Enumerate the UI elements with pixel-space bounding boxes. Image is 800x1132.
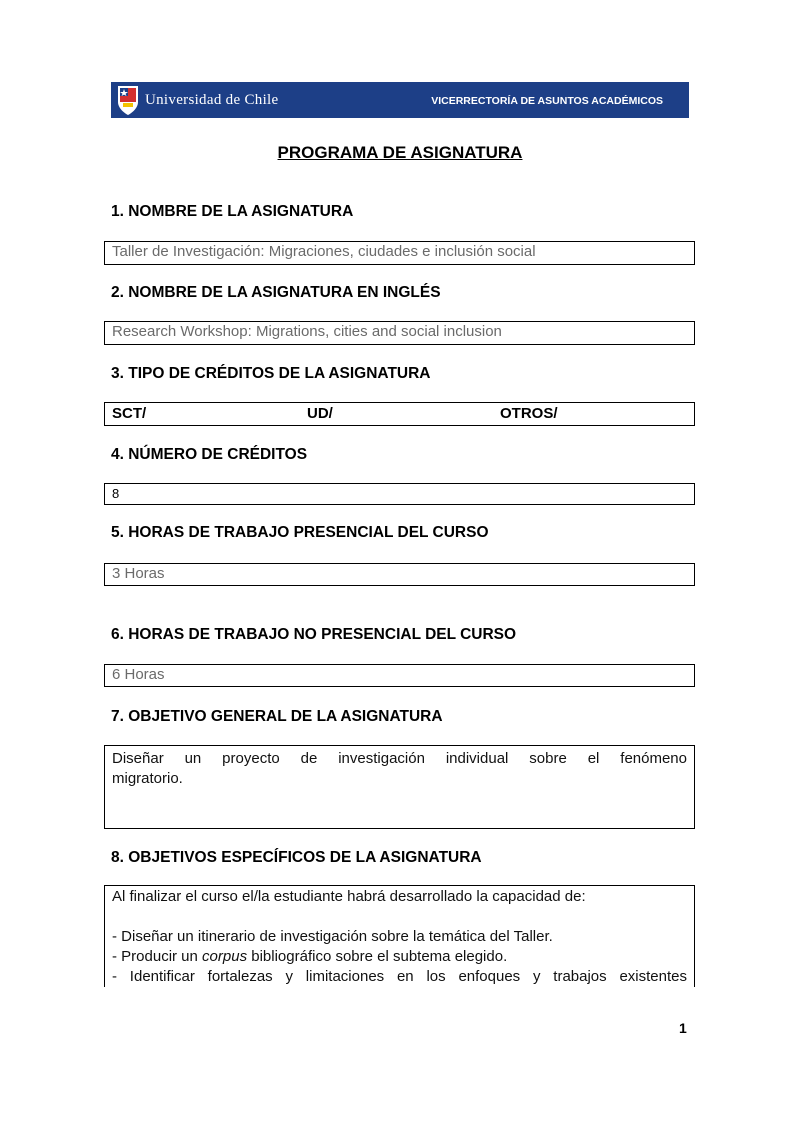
header-banner [111, 82, 689, 118]
specific-objective-item: - Diseñar un itinerario de investigación sobre la temática del Taller. [112, 928, 553, 945]
blank-line [112, 907, 687, 927]
item-text: bibliográfico sobre el subtema elegido. [247, 948, 508, 965]
section-8-heading: 8. OBJETIVOS ESPECÍFICOS DE LA ASIGNATURA [111, 849, 482, 866]
credit-type-field [104, 402, 695, 426]
university-crest-icon [116, 84, 140, 116]
page-title: PROGRAMA DE ASIGNATURA [277, 143, 523, 162]
section-4-heading: 4. NÚMERO DE CRÉDITOS [111, 446, 308, 463]
section-5-heading: 5. HORAS DE TRABAJO PRESENCIAL DEL CURSO [111, 524, 489, 541]
specific-objective-item: - Identificar fortalezas y limitaciones en los enfoques y trabajos existentes [112, 968, 687, 985]
course-name-english-value: Research Workshop: Migrations, cities and social inclusion [112, 323, 502, 340]
specific-objective-item [112, 947, 687, 967]
in-person-hours-field [104, 563, 695, 586]
course-name-field [104, 241, 695, 265]
section-6-heading: 6. HORAS DE TRABAJO NO PRESENCIAL DEL CURSO [111, 626, 517, 643]
item-text: - Producir un [112, 948, 203, 965]
section-1-heading: 1. NOMBRE DE LA ASIGNATURA [111, 203, 354, 220]
in-person-hours-value: 3 Horas [112, 565, 165, 582]
university-name: Universidad de Chile [145, 92, 279, 108]
course-name-english-field [104, 321, 695, 345]
remote-hours-value: 6 Horas [112, 666, 165, 683]
general-objective-line: Diseñar un proyecto de investigación individual sobre el fenómeno [112, 750, 687, 767]
specific-objectives-intro: Al finalizar el curso el/la estudiante habrá desarrollado la capacidad de: [112, 888, 586, 905]
unit-name: VICERRECTORÍA DE ASUNTOS ACADÉMICOS [431, 95, 663, 107]
credit-type-ud: UD/ [307, 405, 333, 422]
specific-objectives-field [104, 885, 695, 987]
credit-count-value: 8 [112, 486, 120, 501]
page-number: 1 [679, 1020, 687, 1036]
general-objective-field [104, 745, 695, 829]
specific-objectives-text [112, 887, 687, 987]
course-name-value: Taller de Investigación: Migraciones, ciudades e inclusión social [112, 243, 536, 260]
section-2-heading: 2. NOMBRE DE LA ASIGNATURA EN INGLÉS [111, 284, 441, 301]
general-objective-line: migratorio. [112, 770, 183, 787]
remote-hours-field [104, 664, 695, 687]
credit-type-sct: SCT/ [112, 405, 147, 422]
general-objective-text [112, 749, 687, 789]
credit-count-field [104, 483, 695, 505]
section-3-heading: 3. TIPO DE CRÉDITOS DE LA ASIGNATURA [111, 365, 431, 382]
section-7-heading: 7. OBJETIVO GENERAL DE LA ASIGNATURA [111, 708, 443, 725]
item-emphasis: corpus [202, 948, 248, 965]
credit-type-otros: OTROS/ [500, 405, 558, 422]
